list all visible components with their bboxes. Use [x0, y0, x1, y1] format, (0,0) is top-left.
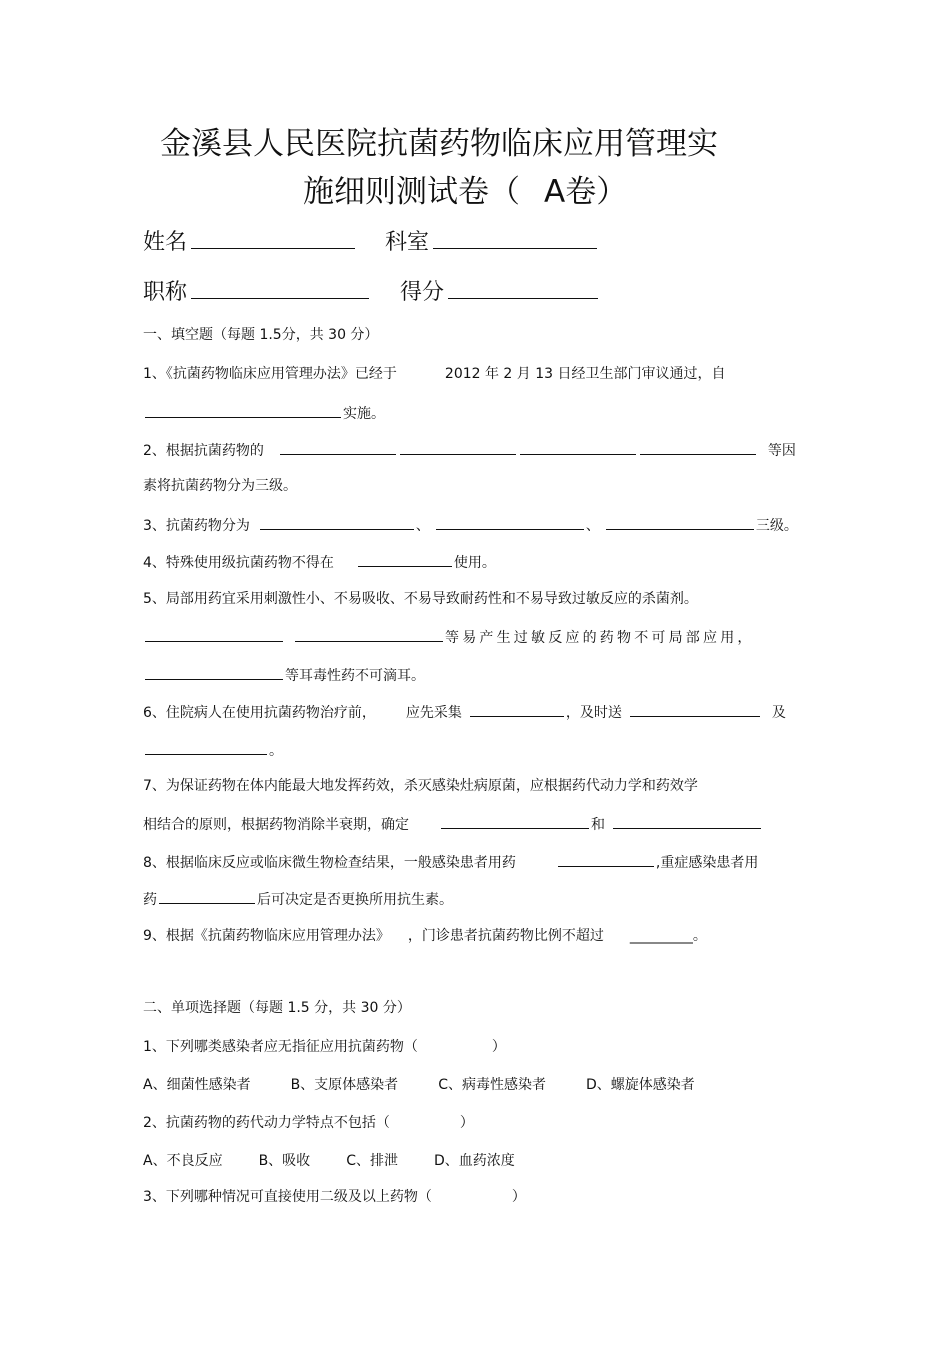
q7-line2	[143, 814, 763, 834]
mc-q1-close: ）	[491, 1039, 506, 1055]
q3-blank-1	[260, 515, 414, 530]
q2-blank-3	[520, 440, 636, 455]
dept-label: 科室	[385, 230, 430, 255]
q1-text-b: 2012 年 2 月 13 日经卫生部门审议通过，自	[444, 366, 726, 382]
mc-q1-option-b: B、支原体感染者	[290, 1077, 399, 1093]
q8-text-b: ,重症感染患者用	[655, 855, 759, 871]
mc-q2-text: 2、抗菌药物的药代动力学特点不包括（	[143, 1115, 390, 1131]
mc-q3-text: 3、下列哪种情况可直接使用二级及以上药物（	[143, 1189, 432, 1205]
q1-blank	[145, 403, 341, 418]
q6-text-e: 。	[269, 743, 283, 759]
q7-blank-2	[613, 814, 761, 829]
mc-q2-option-d: D、血药浓度	[433, 1153, 515, 1169]
q2-blank-4	[640, 440, 756, 455]
q3-text-b: 三级。	[755, 518, 798, 534]
q2-text-b: 等因	[767, 443, 796, 459]
q5-blank-2	[295, 627, 443, 642]
q6-blank-2	[630, 702, 760, 717]
page-title-line1: 金溪县人民医院抗菌药物临床应用管理实	[160, 126, 718, 162]
q6-text-a: 6、住院病人在使用抗菌药物治疗前，	[143, 705, 376, 721]
q2-blank-2	[400, 440, 516, 455]
score-blank	[448, 278, 598, 299]
mc-q2-option-b: B、吸收	[258, 1153, 311, 1169]
q9-text-b: ，门诊患者抗菌药物比例不超过	[407, 928, 604, 944]
q3-sep-1: 、	[415, 518, 430, 534]
mc-q1-option-c: C、病毒性感染者	[438, 1077, 546, 1093]
q8-line1	[143, 852, 758, 872]
q6-blank-3	[145, 740, 267, 755]
name-blank	[191, 228, 355, 249]
name-label: 姓名	[143, 230, 188, 255]
mc-q2-option-a: A、不良反应	[143, 1153, 223, 1169]
q7-text-b: 相结合的原则，根据药物消除半衰期，确定	[143, 817, 409, 833]
mc-q1-stem	[143, 1038, 506, 1056]
mc-q1-option-d: D、螺旋体感染者	[585, 1077, 695, 1093]
q3-sep-2: 、	[585, 518, 600, 534]
q1-line2	[143, 403, 385, 423]
q6-line2	[143, 740, 283, 760]
mc-q1-option-a: A、细菌性感染者	[143, 1077, 251, 1093]
q8-blank-2	[159, 889, 255, 904]
q5-line2	[143, 627, 755, 647]
mc-q1-text: 1、下列哪类感染者应无指征应用抗菌药物（	[143, 1039, 418, 1055]
q5-text-c: 等耳毒性药不可滴耳。	[285, 668, 425, 684]
q7-line1: 7、为保证药物在体内能最大地发挥药效，杀灭感染灶病原菌，应根据药代动力学和药效学	[143, 778, 698, 794]
q2-text-a: 2、根据抗菌药物的	[143, 443, 264, 459]
q5-text-b: 等易产生过敏反应的药物不可局部应用，	[445, 630, 755, 646]
job-title-field	[143, 278, 369, 307]
q2-line2: 素将抗菌药物分为三级。	[143, 478, 297, 494]
mc-q1-options	[143, 1076, 695, 1094]
q8-text-d: 后可决定是否更换所用抗生素。	[257, 892, 453, 908]
q9-text-c: _________。	[629, 928, 707, 944]
q3-blank-2	[436, 515, 584, 530]
q3-blank-3	[606, 515, 754, 530]
mc-q2-stem	[143, 1114, 474, 1132]
page-title-line2-main: 施细则测试卷（	[303, 174, 520, 210]
q8-blank-1	[558, 852, 654, 867]
q5-blank-1	[145, 627, 283, 642]
q3-text-a: 3、抗菌药物分为	[143, 518, 250, 534]
mc-q3-stem	[143, 1188, 526, 1206]
q7-text-c: 和	[591, 817, 605, 833]
q6-text-c: ，及时送	[565, 705, 622, 721]
dept-blank	[433, 228, 597, 249]
page-title-line2-paper: A卷）	[544, 174, 628, 210]
mc-q2-options	[143, 1152, 515, 1170]
q1-text-a: 1、《抗菌药物临床应用管理办法》已经于	[143, 366, 397, 382]
job-title-label: 职称	[143, 280, 188, 305]
q4-blank	[358, 552, 452, 567]
q6-text-d: 及	[771, 705, 786, 721]
q6-line1	[143, 702, 786, 722]
q8-text-a: 8、根据临床反应或临床微生物检查结果，一般感染患者用药	[143, 855, 516, 871]
job-title-blank	[191, 278, 369, 299]
q2-blank-1	[280, 440, 396, 455]
q2-line1	[143, 440, 796, 460]
mc-q3-close: ）	[511, 1189, 526, 1205]
q4-line	[143, 552, 496, 572]
q5-line1: 5、局部用药宜采用刺激性小、不易吸收、不易导致耐药性和不易导致过敏反应的杀菌剂。	[143, 591, 698, 607]
mc-q2-close: ）	[459, 1115, 474, 1131]
q9-text-a: 9、根据《抗菌药物临床应用管理办法》	[143, 928, 390, 944]
score-label: 得分	[400, 280, 445, 305]
mc-q2-option-c: C、排泄	[346, 1153, 398, 1169]
section2-heading: 二、单项选择题（每题 1.5 分，共 30 分）	[143, 1000, 411, 1016]
dept-field	[385, 228, 597, 257]
q5-blank-3	[145, 665, 283, 680]
q8-text-c: 药	[143, 892, 157, 908]
section1-heading: 一、填空题（每题 1.5分，共 30 分）	[143, 327, 379, 343]
q8-line2	[143, 889, 453, 909]
q3-line	[143, 515, 798, 535]
q4-text-a: 4、特殊使用级抗菌药物不得在	[143, 555, 334, 571]
page-title-line2	[303, 172, 627, 212]
q7-blank-1	[441, 814, 589, 829]
q1-text-c: 实施。	[343, 406, 385, 422]
score-field	[400, 278, 598, 307]
q1-line1	[143, 365, 726, 383]
q6-blank-1	[470, 702, 564, 717]
q9-line	[143, 927, 707, 945]
q5-line3	[143, 665, 425, 685]
q4-text-b: 使用。	[453, 555, 496, 571]
name-field	[143, 228, 355, 257]
q6-text-b: 应先采集	[405, 705, 462, 721]
